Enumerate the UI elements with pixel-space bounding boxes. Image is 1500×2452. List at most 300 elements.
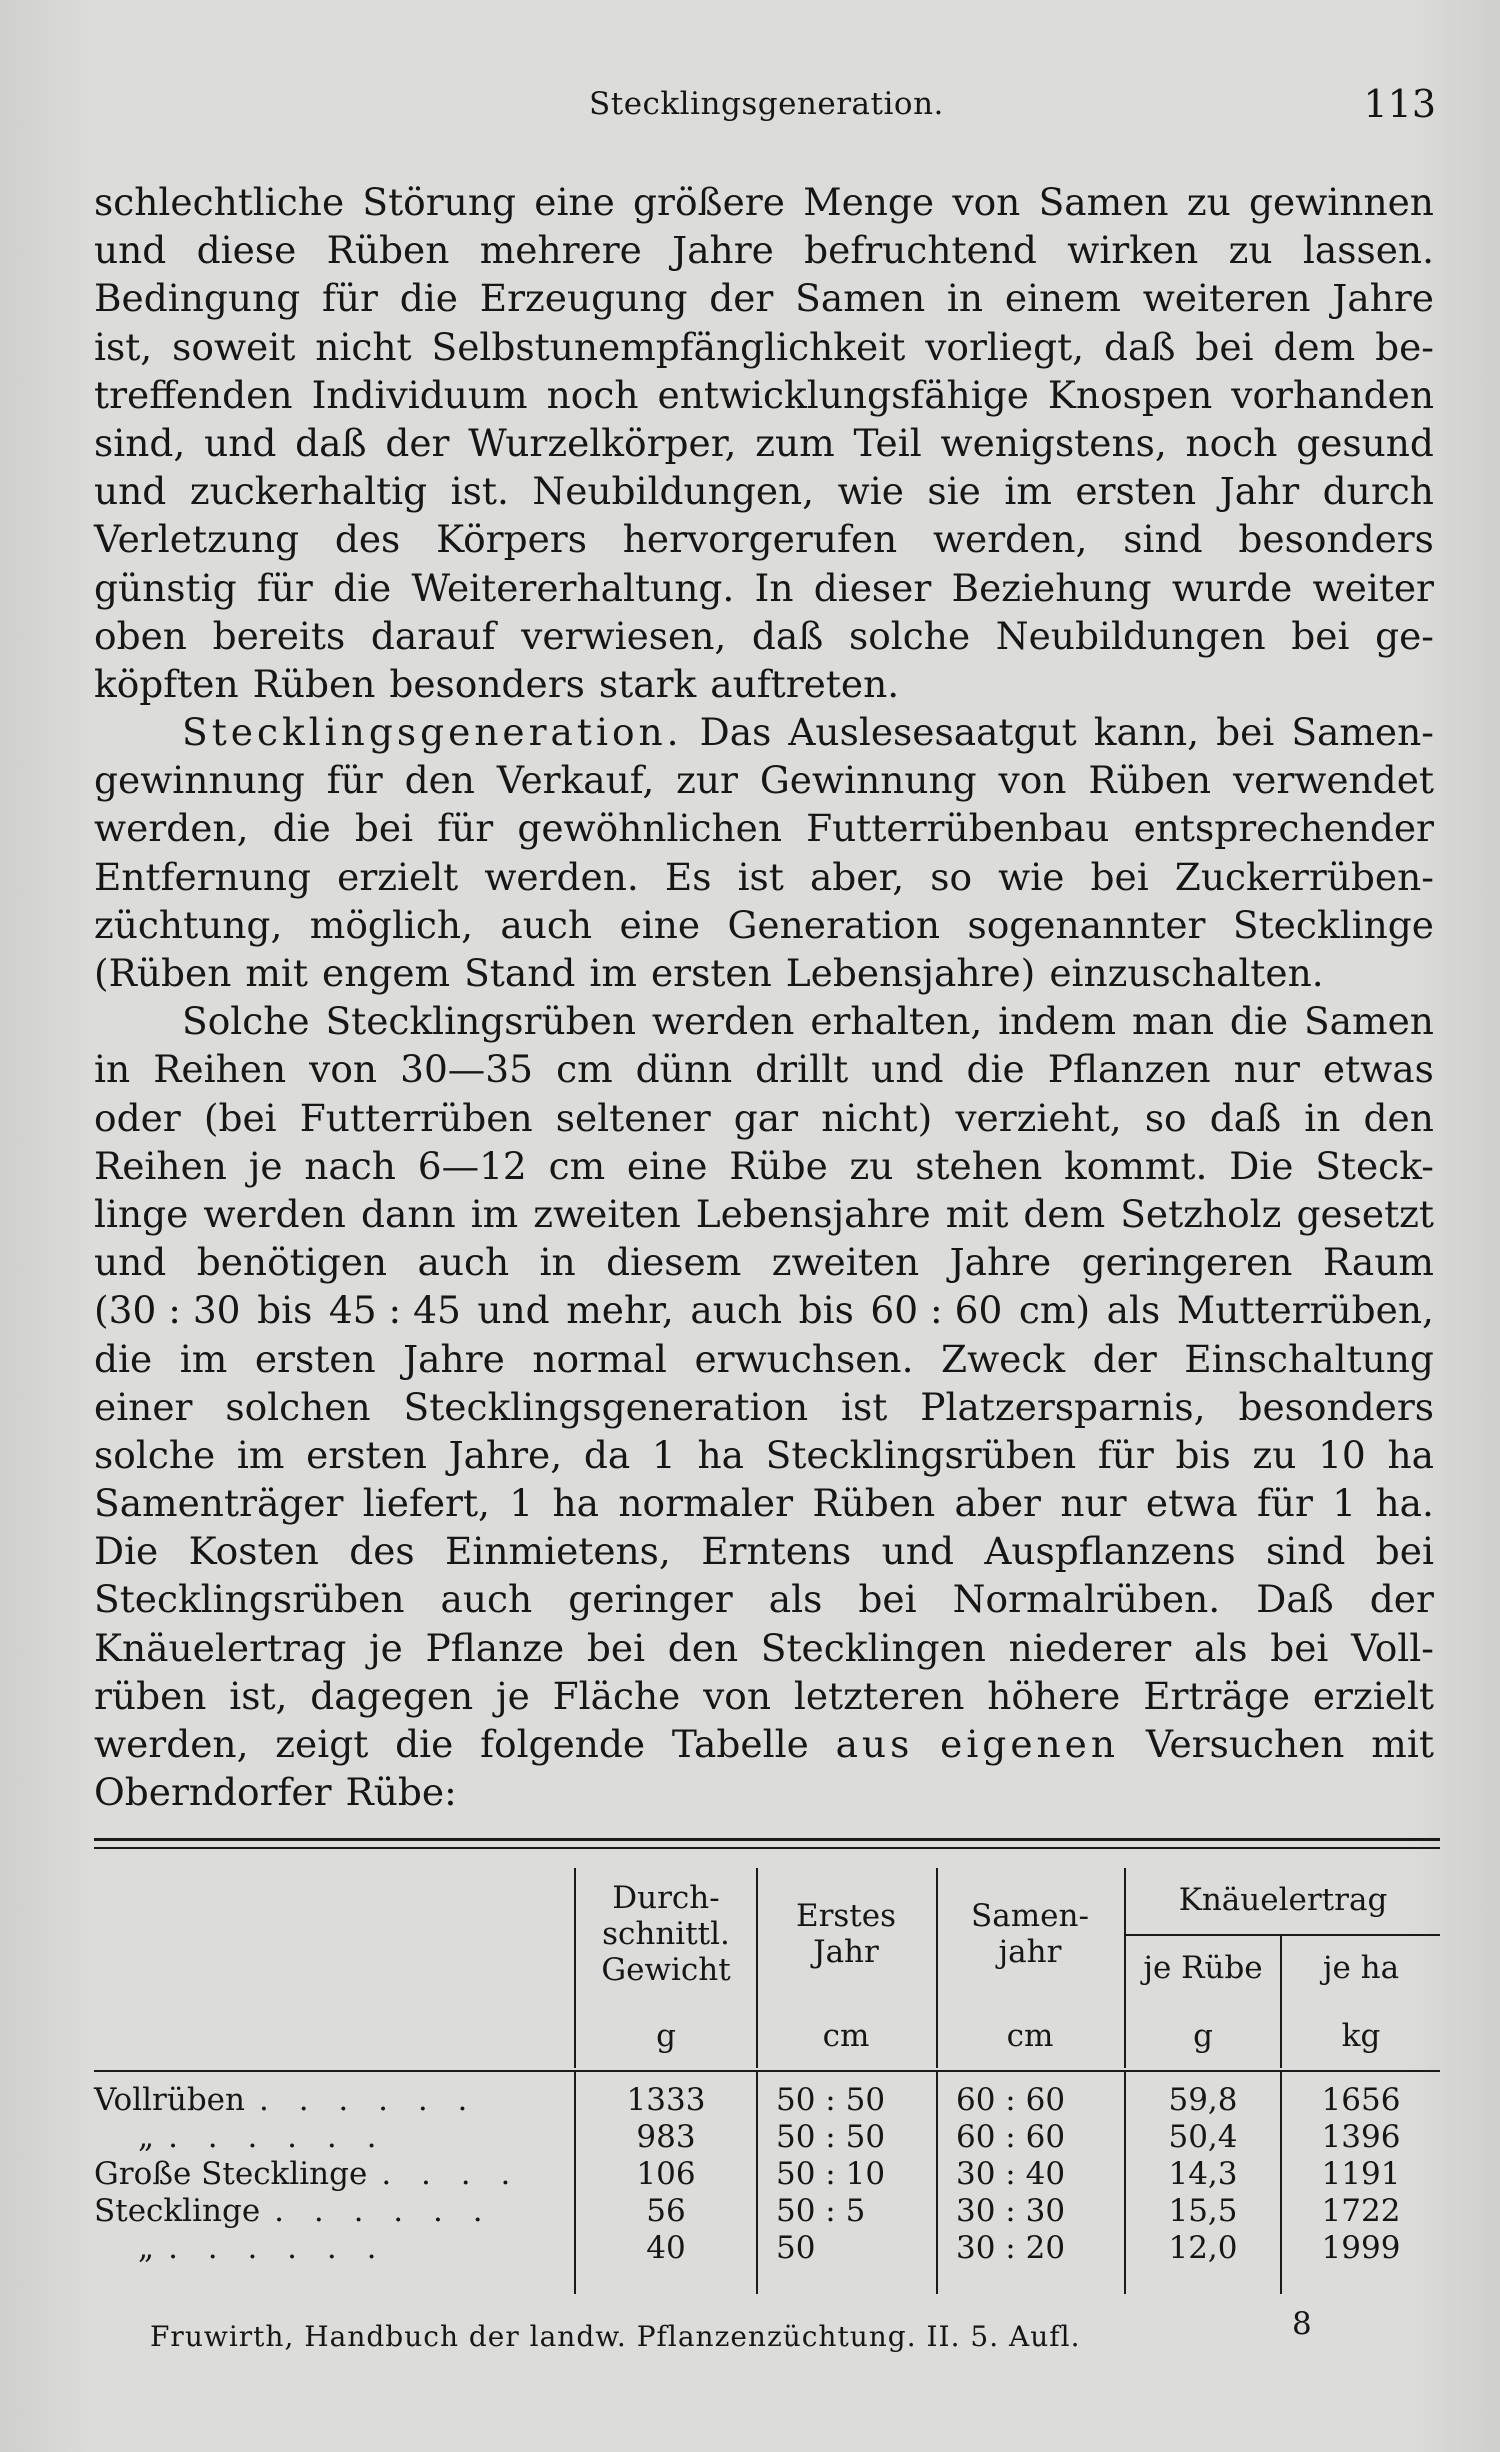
word: folgende	[480, 1722, 646, 1766]
text-line	[94, 323, 1434, 371]
word: eine	[534, 180, 615, 224]
word: die	[966, 1047, 1025, 1092]
text-line	[94, 756, 1434, 804]
word: nur	[1060, 1481, 1127, 1526]
word: Die	[1229, 1143, 1294, 1188]
word: Lebensjahre)	[785, 951, 1036, 995]
word: auch	[500, 902, 593, 947]
word: wie	[837, 469, 904, 514]
word: wurde	[1171, 565, 1293, 610]
column-divider	[574, 2072, 576, 2294]
word: Samen	[1303, 999, 1434, 1044]
word: zu	[1252, 1432, 1297, 1477]
word: ha.	[1375, 1481, 1434, 1526]
word: züchtung,	[94, 902, 283, 947]
word: ersten	[650, 951, 772, 995]
table-cell-ha: 1191	[1321, 2156, 1401, 2192]
word: Auslesesaatgut	[788, 710, 1077, 755]
text-line	[94, 804, 1434, 852]
row-label-text: „	[138, 2119, 155, 2155]
word: als	[1106, 1288, 1161, 1333]
row-label-text: „	[138, 2230, 155, 2266]
word: Lebensjahre	[695, 1191, 931, 1236]
word: Auspflanzens	[984, 1529, 1236, 1574]
word: Samen-	[1291, 710, 1434, 755]
table-top-rule	[94, 1838, 1440, 1849]
word: im	[179, 1336, 228, 1381]
word: dagegen	[310, 1673, 474, 1718]
word: zweiten	[771, 1240, 920, 1285]
word: Knäuelertrag	[94, 1625, 347, 1670]
word: und	[204, 420, 277, 465]
text-line	[94, 612, 1434, 660]
word: Rüben	[812, 1481, 936, 1526]
word: verzieht,	[955, 1095, 1122, 1140]
word: man	[1131, 999, 1215, 1044]
word: geringer	[568, 1577, 733, 1622]
column-divider	[756, 2006, 758, 2068]
word: cm	[548, 1143, 606, 1188]
word: nicht)	[821, 1095, 933, 1140]
word: bei	[354, 806, 414, 851]
word: Gewinnung	[759, 758, 977, 803]
word: 45 : 45	[328, 1288, 461, 1333]
word: aber,	[809, 854, 905, 899]
word: Zuckerrüben-	[1174, 854, 1434, 899]
header-gewicht: Durch- schnittl. Gewicht	[601, 1880, 731, 1988]
word: Selbstunempfänglichkeit	[431, 324, 906, 369]
word: bis	[257, 1288, 313, 1333]
word: köpften	[94, 661, 239, 706]
word: (bei	[203, 1095, 277, 1140]
word: bei	[1195, 324, 1254, 369]
word: Jahr	[1219, 469, 1300, 514]
word: daß	[1209, 1095, 1282, 1140]
word: dem	[1273, 324, 1356, 369]
table-cell-ruebe: 59,8	[1168, 2082, 1238, 2118]
text-line	[94, 1045, 1434, 1093]
table-cell-erstes: 50 : 50	[776, 2119, 886, 2155]
word: der	[385, 420, 450, 465]
word: Neubildungen	[995, 613, 1266, 658]
word: als	[1193, 1625, 1248, 1670]
word: rüben	[94, 1673, 207, 1718]
word: die	[395, 1722, 454, 1766]
word: 1	[509, 1481, 534, 1526]
yield-table	[94, 1838, 1440, 2298]
word: Weitererhaltung.	[411, 565, 735, 610]
word: sogenannter	[967, 902, 1206, 947]
word: nach	[304, 1143, 396, 1188]
word: im	[470, 1191, 519, 1236]
text-line	[94, 997, 1434, 1045]
word: (Rüben	[94, 951, 232, 995]
word: aus	[835, 1722, 914, 1766]
word: werden	[651, 999, 795, 1044]
word: bis	[1175, 1432, 1231, 1477]
word: gewinnung	[94, 758, 305, 803]
word: Stecklingsgeneration	[403, 1384, 809, 1429]
word: Pflanzen	[1047, 1047, 1211, 1092]
unit-samenjahr: cm	[1006, 2018, 1054, 2054]
word: die	[1229, 999, 1289, 1044]
word: Entfernung	[94, 854, 312, 899]
table-cell-gewicht: 1333	[626, 2082, 706, 2118]
column-divider	[574, 1868, 576, 2006]
table-cell-gewicht: 40	[646, 2230, 686, 2266]
word: mit	[245, 951, 308, 995]
word: weiteren	[1142, 276, 1311, 321]
unit-je-ha: kg	[1341, 2018, 1381, 2054]
word: des	[349, 1529, 415, 1574]
word: kommt.	[1064, 1143, 1208, 1188]
text-line	[94, 853, 1434, 901]
footer-citation: Fruwirth, Handbuch der landw. Pflanzenzüchtung. II. 5. Aufl.	[150, 2320, 1081, 2353]
word: so	[930, 854, 973, 899]
word: Stecklingsrüben	[765, 1432, 1077, 1477]
text-line	[94, 1142, 1434, 1190]
word: Störung	[362, 180, 516, 224]
word: Fläche	[552, 1673, 681, 1718]
word: indem	[998, 999, 1117, 1044]
knaeuelertrag-rule	[1126, 1934, 1440, 1936]
unit-erstes-jahr: cm	[822, 2018, 870, 2054]
word: günstig	[94, 565, 237, 610]
word: einem	[1004, 276, 1121, 321]
leader-dots: . . . . . .	[168, 2230, 387, 2266]
word: noch	[546, 372, 639, 417]
word: befruchtend	[804, 228, 1037, 273]
word: letzteren	[793, 1673, 965, 1718]
word: Solche	[182, 999, 310, 1044]
word: sind,	[94, 420, 186, 465]
word: treffenden	[94, 372, 293, 417]
word: einzuschalten.	[1049, 951, 1324, 995]
word: ersten	[254, 1336, 376, 1381]
table-row-label	[94, 2193, 493, 2230]
word: diese	[196, 228, 297, 273]
word: zu	[1228, 228, 1273, 273]
word: vorliegt,	[925, 324, 1085, 369]
header-je-ruebe: je Rübe	[1143, 1950, 1263, 1986]
word: solchen	[225, 1384, 371, 1429]
unit-gewicht: g	[656, 2018, 676, 2054]
word: 1	[651, 1432, 676, 1477]
word: daß	[751, 613, 824, 658]
word: dünn	[635, 1047, 733, 1092]
word: Reihen	[153, 1047, 287, 1092]
word: Voll-	[1351, 1625, 1434, 1670]
word: bei	[1291, 613, 1350, 658]
word: für	[1097, 1432, 1154, 1477]
word: für	[437, 806, 494, 851]
word: werden,	[94, 806, 249, 851]
word: dem	[1023, 1191, 1106, 1236]
word: und	[94, 1240, 167, 1285]
word: Erträge	[1143, 1673, 1291, 1718]
word: Es	[664, 854, 712, 899]
word: soweit	[172, 324, 296, 369]
word: mit	[945, 1191, 1009, 1236]
word: erzielt	[1312, 1673, 1434, 1718]
word: Verkauf,	[496, 758, 655, 803]
word: auftreten.	[710, 661, 900, 706]
word: von	[309, 1047, 378, 1092]
word: niederer	[1008, 1625, 1172, 1670]
word: erzielt	[337, 854, 459, 899]
word: Die	[94, 1529, 159, 1574]
word: Platzersparnis,	[920, 1384, 1206, 1429]
word: Reihen	[94, 1143, 227, 1188]
table-cell-ruebe: 12,0	[1168, 2230, 1238, 2266]
word: von	[952, 180, 1021, 224]
word: bis	[798, 1288, 854, 1333]
column-divider	[936, 2072, 938, 2294]
text-line	[94, 901, 1434, 949]
word: Oberndorfer	[94, 1770, 332, 1815]
word: Raum	[1322, 1240, 1434, 1285]
word: kann,	[1093, 710, 1200, 755]
word: Stecklinge	[1232, 902, 1434, 947]
table-cell-ruebe: 50,4	[1168, 2119, 1238, 2155]
body-text	[94, 178, 1434, 1816]
word: Stand	[464, 951, 576, 995]
word: benötigen	[196, 1240, 388, 1285]
word: Rüben	[252, 661, 376, 706]
table-cell-ha: 1722	[1321, 2193, 1401, 2229]
text-line	[94, 564, 1434, 612]
word: der	[709, 276, 774, 321]
word: etwa	[1145, 1481, 1238, 1526]
word: eine	[626, 1143, 708, 1188]
word: ha	[552, 1481, 600, 1526]
text-line	[94, 1286, 1434, 1334]
word: 1	[1332, 1481, 1357, 1526]
word: schlechtliche	[94, 180, 345, 224]
word: normaler	[618, 1481, 794, 1526]
word: bei	[586, 1625, 646, 1670]
word: (30 : 30	[94, 1288, 241, 1333]
word: Wurzelkörper,	[468, 420, 737, 465]
word: solche	[848, 613, 971, 658]
word: in	[1304, 1095, 1341, 1140]
word: Normalrüben.	[952, 1577, 1221, 1622]
word: bereits	[212, 613, 346, 658]
text-line	[94, 1527, 1434, 1575]
word: Mutterrüben,	[1176, 1288, 1434, 1333]
text-line	[94, 419, 1434, 467]
word: ha	[697, 1432, 744, 1477]
word: die	[399, 276, 458, 321]
word: je	[495, 1673, 530, 1718]
word: im	[236, 1432, 285, 1477]
text-line	[94, 949, 1434, 997]
word: mit	[1371, 1722, 1434, 1766]
word: engem	[322, 951, 451, 995]
table-cell-samen: 30 : 40	[956, 2156, 1066, 2192]
signature-mark: 8	[1292, 2306, 1312, 2342]
row-label-text: Vollrüben	[94, 2082, 245, 2118]
word: stehen	[915, 1143, 1043, 1188]
word: 30—35	[400, 1047, 534, 1092]
word: die	[94, 1336, 153, 1381]
word: sind	[1266, 1529, 1346, 1574]
word: wenigstens,	[940, 420, 1167, 465]
table-header-rule	[94, 2070, 1440, 2072]
word: für	[326, 758, 383, 803]
word: Samen	[795, 276, 926, 321]
word: Beziehung	[951, 565, 1152, 610]
word: werden,	[94, 1722, 249, 1766]
word: bei	[1090, 854, 1149, 899]
text-line	[94, 1190, 1434, 1238]
word: die	[333, 565, 392, 610]
text-line	[94, 515, 1434, 563]
text-line	[94, 467, 1434, 515]
word: Stecklingsrüben	[325, 999, 636, 1044]
word: besonders	[1238, 517, 1434, 562]
table-cell-erstes: 50 : 50	[776, 2082, 886, 2118]
word: Samen	[1038, 180, 1169, 224]
word: zur	[676, 758, 738, 803]
running-title: Stecklingsgeneration.	[589, 86, 944, 122]
word: die	[272, 806, 331, 851]
word: daß	[1103, 324, 1176, 369]
word: höhere	[987, 1673, 1121, 1718]
word: gewöhnlichen	[517, 806, 782, 851]
word: und	[94, 228, 167, 273]
word: bei	[1375, 1529, 1434, 1574]
word: cm)	[1018, 1288, 1091, 1333]
word: Stecklingsrüben	[94, 1577, 405, 1622]
word: zu	[849, 1143, 894, 1188]
leader-dots: . . . . . .	[258, 2082, 478, 2118]
word: besonders	[1238, 1384, 1434, 1429]
word: stark	[598, 661, 697, 706]
running-head	[96, 82, 1436, 132]
word: Jahre	[403, 1336, 505, 1381]
table-cell-samen: 60 : 60	[956, 2119, 1066, 2155]
word: erhalten,	[810, 999, 983, 1044]
table-cell-erstes: 50 : 5	[776, 2193, 866, 2229]
table-cell-ha: 1656	[1321, 2082, 1401, 2118]
page-number: 113	[1363, 82, 1436, 126]
word: geringeren	[1081, 1240, 1293, 1285]
word: normal	[532, 1336, 667, 1381]
word: im	[1004, 469, 1052, 514]
text-line	[94, 1094, 1434, 1142]
unit-je-ruebe: g	[1193, 2018, 1213, 2054]
word: noch	[1185, 420, 1278, 465]
text-line	[94, 1238, 1434, 1286]
word: besonders	[389, 661, 585, 706]
word: diesem	[606, 1240, 742, 1285]
table-row-label	[94, 2082, 477, 2119]
word: gewinnen	[1249, 180, 1434, 224]
table-cell-erstes: 50	[776, 2230, 816, 2266]
word: Stecklingen	[760, 1625, 986, 1670]
word: oben	[94, 613, 187, 658]
word: Setzholz	[1120, 1191, 1282, 1236]
table-row-label	[94, 2156, 520, 2193]
word: cm	[556, 1047, 613, 1092]
word: Einschaltung	[1184, 1336, 1434, 1381]
word: verwiesen,	[521, 613, 727, 658]
word: eigenen	[940, 1722, 1120, 1766]
word: Rüben	[1088, 758, 1212, 803]
word: sie	[927, 469, 981, 514]
word: wie	[998, 854, 1065, 899]
word: ist.	[450, 469, 509, 514]
word: 60 : 60	[870, 1288, 1003, 1333]
word: werden	[203, 1191, 346, 1236]
word: werden.	[484, 854, 639, 899]
word: bei	[1270, 1625, 1329, 1670]
row-label-text: Große Stecklinge	[94, 2156, 368, 2192]
word: darauf	[370, 613, 496, 658]
word: und	[871, 1047, 944, 1092]
word: Jahre	[949, 1240, 1052, 1285]
word: ist	[841, 1384, 888, 1429]
column-divider	[574, 2006, 576, 2068]
word: ersten	[306, 1432, 427, 1477]
word: den	[404, 758, 475, 803]
table-cell-samen: 60 : 60	[956, 2082, 1066, 2118]
text-line	[94, 1431, 1434, 1479]
table-row-label	[94, 2119, 386, 2156]
word: und	[94, 469, 167, 514]
table-cell-ruebe: 15,5	[1168, 2193, 1238, 2229]
word: einer	[94, 1384, 193, 1429]
row-label-text: Stecklinge	[94, 2193, 261, 2229]
word: eine	[619, 902, 701, 947]
text-line	[94, 660, 1434, 708]
header-erstes-jahr: Erstes Jahr	[795, 1898, 897, 1970]
word: Körpers	[436, 517, 587, 562]
word: Jahre	[1332, 276, 1434, 321]
table-cell-gewicht: 56	[646, 2193, 686, 2229]
text-line	[94, 274, 1434, 322]
text-line	[94, 1624, 1434, 1672]
word: je	[248, 1143, 283, 1188]
word: etwas	[1322, 1047, 1434, 1092]
word: da	[583, 1432, 631, 1477]
word: Bedingung	[94, 276, 301, 321]
word: des	[334, 517, 401, 562]
leader-dots: . . . .	[381, 2156, 521, 2192]
text-line	[94, 1479, 1434, 1527]
word: gar	[733, 1095, 799, 1140]
word: und	[881, 1529, 954, 1574]
word: ist,	[229, 1673, 288, 1718]
word: in	[539, 1240, 576, 1285]
column-divider	[756, 2072, 758, 2294]
word: Knospen	[1047, 372, 1213, 417]
word: Daß	[1256, 1577, 1334, 1622]
text-line	[94, 1720, 1434, 1768]
word: zum	[755, 420, 835, 465]
word: Futterrübenbau	[806, 806, 1110, 851]
word: aber	[954, 1481, 1041, 1526]
word: möglich,	[309, 902, 473, 947]
header-knaeuelertrag: Knäuelertrag	[1178, 1882, 1388, 1918]
word: weiter	[1312, 565, 1434, 610]
table-cell-ha: 1999	[1321, 2230, 1401, 2266]
word: oder	[94, 1095, 181, 1140]
word: vorhanden	[1231, 372, 1434, 417]
table-row-label	[94, 2230, 386, 2267]
word: ist	[737, 854, 784, 899]
